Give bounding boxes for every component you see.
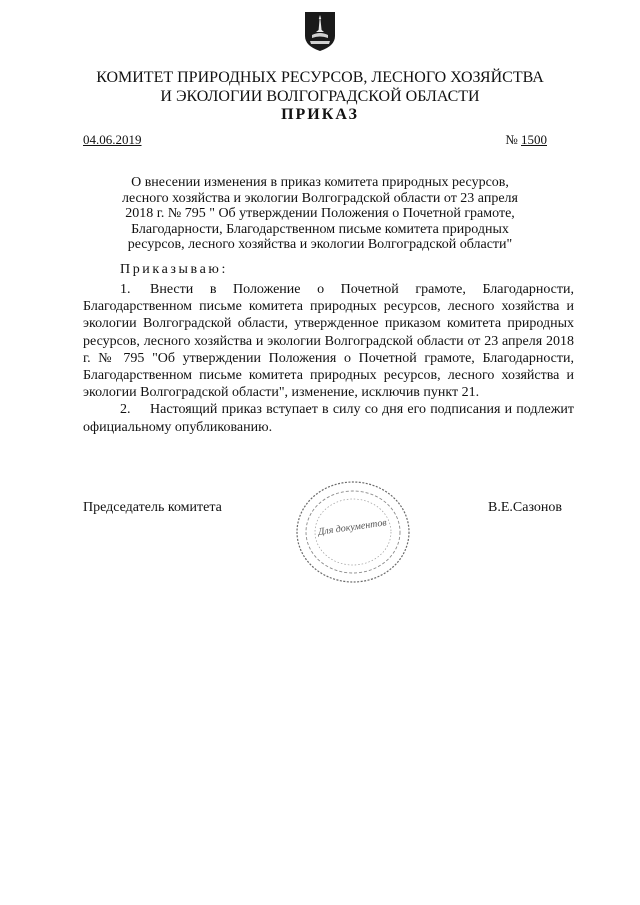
order-item-number: 2.: [120, 402, 131, 418]
order-item-1: [83, 281, 574, 401]
order-date: 04.06.2019: [83, 132, 142, 147]
order-body: [83, 281, 574, 436]
document-type-title: ПРИКАЗ: [281, 106, 359, 123]
signatory-position: Председатель комитета: [83, 500, 222, 515]
order-item-text: Внести в Положение о Почетной грамоте, Благодарности, Благодарственном письме комитета природных ресурсов, лесного хозяйства и экологии Волгоградской области, утвержденное приказом комитета природных ресурсов, лесного хозяйства и экологии Волгоградской области от 23 апреля 2018 г. № 795 "Об утверждении Положения о Почетной грамоте, Благодарности, Благодарственном письме комитета природных ресурсов, лесного хозяйства и экологии Волгоградской области", изменение, исключив пункт 21.: [83, 282, 574, 401]
stamp-text: Для документов: [317, 517, 388, 538]
order-number-prefix: №: [505, 132, 521, 147]
order-item-2: [83, 401, 574, 435]
signatory-name: В.Е.Сазонов: [488, 500, 562, 515]
order-number: [505, 132, 547, 148]
order-item-text: Настоящий приказ вступает в силу со дня его подписания и подлежит официальному опубликованию.: [83, 402, 574, 435]
order-number-value: 1500: [521, 132, 547, 147]
order-intro: Приказываю:: [120, 262, 228, 277]
volgograd-region-emblem-icon: [303, 10, 337, 52]
official-stamp: [292, 478, 414, 586]
order-item-number: 1.: [120, 282, 131, 297]
organization-name-line-2: И ЭКОЛОГИИ ВОЛГОГРАДСКОЙ ОБЛАСТИ: [160, 88, 480, 105]
organization-name-line-1: КОМИТЕТ ПРИРОДНЫХ РЕСУРСОВ, ЛЕСНОГО ХОЗЯЙСТВА: [96, 69, 544, 86]
order-subject: О внесении изменения в приказ комитета природных ресурсов, лесного хозяйства и экологии Волгоградской области от 23 апреля 2018 г. № 795 " Об утверждении Положения о Почетной грамоте, Благодарности, Благодарственном письме комитета природных ресурсов, лесного хозяйства и экологии Волгоградской области": [122, 175, 518, 252]
